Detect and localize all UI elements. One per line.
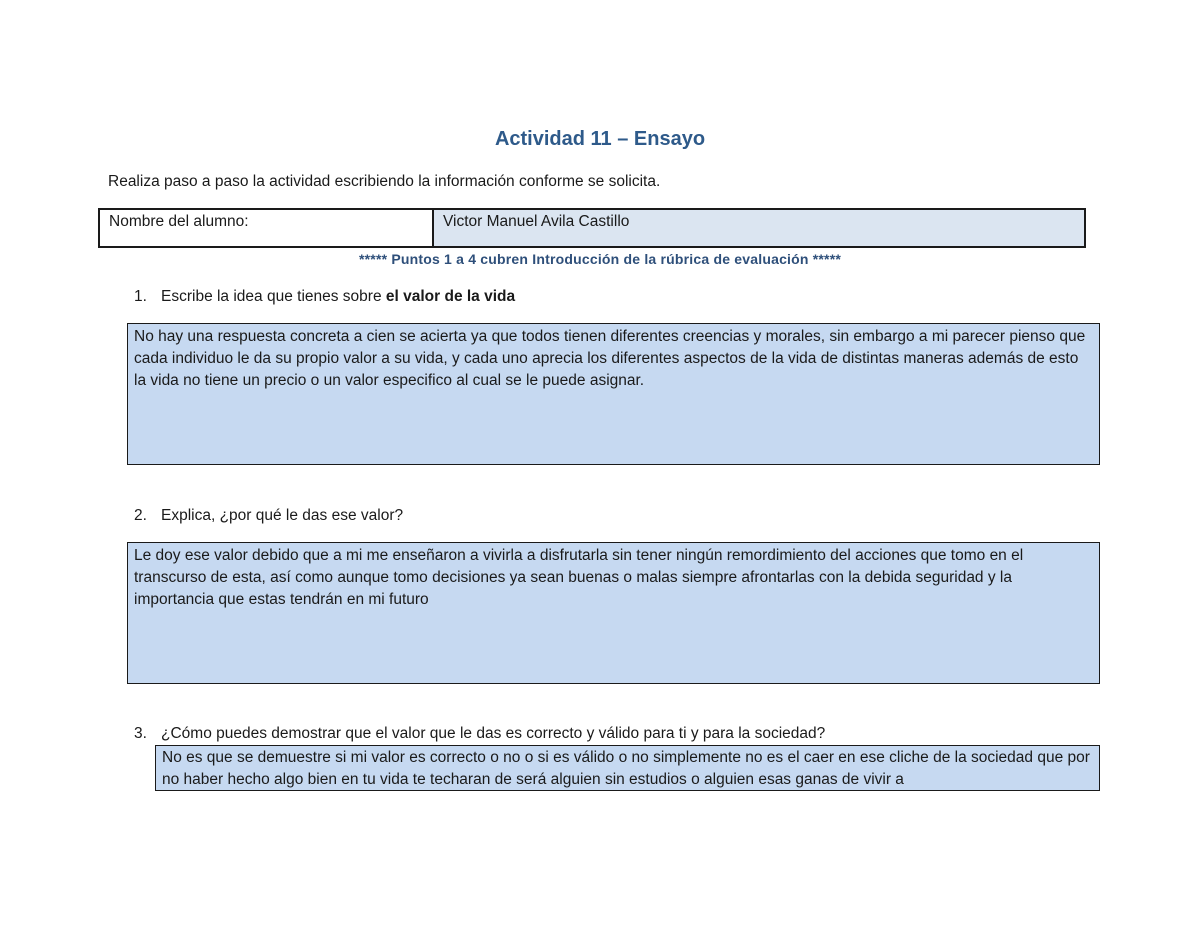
student-name-value[interactable]: Victor Manuel Avila Castillo: [434, 210, 1084, 246]
question-number: 1.: [134, 288, 147, 305]
document-title: Actividad 11 – Ensayo: [494, 128, 706, 150]
student-name-table: [98, 208, 1086, 248]
answer-box-1[interactable]: No hay una respuesta concreta a cien se acierta ya que todos tienen diferentes creencias y morales, sin embargo a mi parecer pienso que cada individuo le da su propio valor a su vida, y cada uno aprecia los diferentes aspectos de la vida de distintas maneras además de esto la vida no tiene un precio o un valor especifico al cual se le puede asignar.: [127, 323, 1100, 465]
question-number: 2.: [134, 507, 147, 524]
question-2: [134, 507, 403, 525]
question-number: 3.: [134, 725, 147, 742]
answer-box-3[interactable]: No es que se demuestre si mi valor es correcto o no o si es válido o no simplemente no es el caer en ese cliche de la sociedad que por no haber hecho algo bien en tu vida te techaran de será alguien sin estudios o alguien esas ganas de vivir a: [155, 745, 1100, 791]
question-text: ¿Cómo puedes demostrar que el valor que le das es correcto y válido para ti y para la sociedad?: [161, 725, 826, 742]
question-3: [134, 725, 825, 743]
instructions-text: Realiza paso a paso la actividad escribiendo la información conforme se solicita.: [108, 173, 661, 190]
question-text: Explica, ¿por qué le das ese valor?: [161, 507, 404, 524]
question-text: Escribe la idea que tienes sobre: [161, 288, 386, 305]
student-name-label: Nombre del alumno:: [100, 210, 434, 246]
question-1: [134, 288, 515, 306]
question-emphasis: el valor de la vida: [385, 288, 516, 305]
rubric-note: ***** Puntos 1 a 4 cubren Introducción de la rúbrica de evaluación *****: [359, 251, 841, 267]
answer-box-2[interactable]: Le doy ese valor debido que a mi me enseñaron a vivirla a disfrutarla sin tener ningún remordimiento del acciones que tomo en el transcurso de esta, así como aunque tomo decisiones ya sean buenas o malas siempre afrontarlas con la debida seguridad y la importancia que estas tendrán en mi futuro: [127, 542, 1100, 684]
